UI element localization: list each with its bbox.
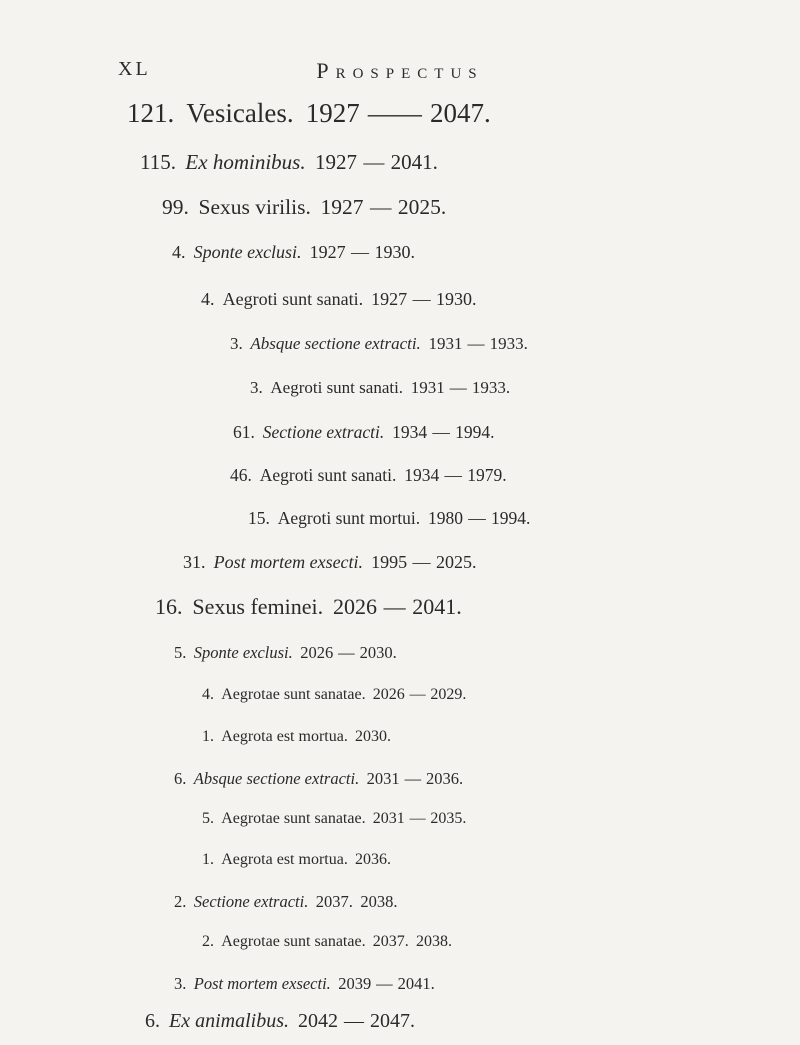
entry-to: 2030. bbox=[359, 643, 397, 662]
list-item bbox=[230, 334, 528, 354]
entry-number: 16. bbox=[155, 594, 183, 619]
list-item bbox=[183, 552, 476, 573]
entry-label: Sexus virilis. bbox=[198, 195, 311, 219]
entry-separator: — bbox=[338, 643, 355, 662]
entry-to: 2025. bbox=[435, 552, 477, 572]
entry-to: 2047. bbox=[429, 98, 491, 128]
entry-to: 1994. bbox=[455, 422, 495, 442]
entry-number: 5. bbox=[174, 643, 187, 662]
entry-to: 2047. bbox=[370, 1010, 415, 1032]
entry-number: 2. bbox=[174, 892, 187, 911]
entry-label: Sponte exclusi. bbox=[193, 643, 293, 662]
entry-to: 2041. bbox=[412, 594, 462, 619]
entry-number: 31. bbox=[183, 552, 206, 572]
entry-number: 99. bbox=[162, 195, 189, 219]
entry-separator: — bbox=[468, 508, 486, 528]
entry-separator: — bbox=[444, 465, 462, 485]
entry-to: 1933. bbox=[471, 378, 511, 397]
entry-from: 2037. bbox=[315, 892, 353, 911]
entry-number: 15. bbox=[248, 508, 270, 528]
entry-from: 2026 bbox=[372, 686, 405, 703]
entry-label: Post mortem exsecti. bbox=[193, 974, 331, 993]
entry-number: 2. bbox=[202, 933, 214, 950]
entry-separator: — bbox=[412, 552, 431, 572]
entry-separator: — bbox=[467, 334, 485, 353]
entry-to: 2036. bbox=[426, 769, 464, 788]
entry-number: 1. bbox=[202, 728, 214, 745]
entry-from: 2042 bbox=[298, 1010, 338, 1032]
entry-to: 1930. bbox=[435, 289, 477, 309]
list-item bbox=[202, 851, 391, 869]
entry-from: 1995 bbox=[371, 552, 408, 572]
entry-number: 6. bbox=[174, 769, 187, 788]
page-title: Prospectus bbox=[316, 58, 484, 83]
entry-separator: — bbox=[363, 150, 385, 174]
list-item bbox=[174, 643, 397, 663]
list-item bbox=[202, 933, 452, 951]
entry-label: Sectione extracti. bbox=[262, 422, 385, 442]
list-item bbox=[174, 769, 463, 789]
entry-label: Aegrotae sunt sanatae. bbox=[221, 933, 366, 950]
list-item bbox=[248, 508, 530, 529]
entry-label: Post mortem exsecti. bbox=[213, 552, 364, 572]
entry-from: 2031 bbox=[366, 769, 400, 788]
entry-separator: — bbox=[351, 242, 370, 262]
entry-from: 1927 bbox=[309, 242, 346, 262]
entry-number: 3. bbox=[230, 334, 243, 353]
entry-number: 115. bbox=[140, 150, 176, 174]
entry-number: 3. bbox=[174, 974, 187, 993]
entry-label: Ex animalibus. bbox=[169, 1010, 289, 1032]
page-number: XL bbox=[118, 58, 151, 80]
entry-label: Aegroti sunt sanati. bbox=[270, 378, 404, 397]
list-item bbox=[172, 242, 415, 263]
list-item bbox=[155, 594, 462, 620]
entry-from: 2036. bbox=[355, 851, 391, 868]
entry-to: 2041. bbox=[390, 150, 438, 174]
entry-from: 1931 bbox=[428, 334, 463, 353]
entry-from: 1934 bbox=[392, 422, 428, 442]
entry-to: 2025. bbox=[397, 195, 447, 219]
entry-from: 2039 bbox=[338, 974, 372, 993]
list-item bbox=[202, 810, 466, 828]
entry-to: 1933. bbox=[489, 334, 528, 353]
entry-to: 1994. bbox=[491, 508, 531, 528]
page-header bbox=[0, 58, 800, 88]
entry-number: 46. bbox=[230, 465, 252, 485]
entry-label: Aegrota est mortua. bbox=[221, 851, 348, 868]
entry-label: Aegroti sunt sanati. bbox=[259, 465, 397, 485]
entry-label: Aegroti sunt sanati. bbox=[222, 289, 364, 309]
entry-from: 2026 bbox=[300, 643, 334, 662]
entry-number: 4. bbox=[201, 289, 215, 309]
list-item bbox=[174, 974, 435, 994]
entry-to: 2029. bbox=[430, 686, 467, 703]
entry-number: 5. bbox=[202, 810, 214, 827]
entry-number: 121. bbox=[127, 98, 175, 128]
entry-from: 1927 bbox=[371, 289, 408, 309]
entry-from: 1934 bbox=[404, 465, 440, 485]
list-item bbox=[202, 728, 391, 746]
list-item bbox=[250, 378, 510, 398]
entry-number: 3. bbox=[250, 378, 263, 397]
entry-separator: — bbox=[344, 1010, 364, 1032]
entry-label: Aegrotae sunt sanatae. bbox=[221, 686, 366, 703]
entry-separator: — bbox=[404, 769, 422, 788]
entry-to: 1930. bbox=[374, 242, 415, 262]
entry-to: 1979. bbox=[467, 465, 507, 485]
entry-from: 2037. bbox=[372, 933, 409, 950]
entry-separator: — bbox=[383, 594, 406, 619]
list-item bbox=[174, 892, 397, 912]
list-item bbox=[145, 1010, 415, 1033]
entry-label: Aegroti sunt mortui. bbox=[277, 508, 421, 528]
list-item bbox=[233, 422, 494, 443]
list-item bbox=[140, 150, 438, 175]
entry-from: 1927 bbox=[315, 150, 358, 174]
entry-from: 2030. bbox=[355, 728, 391, 745]
entry-label: Vesicales. bbox=[186, 98, 294, 128]
entry-separator: — bbox=[369, 195, 392, 219]
entry-from: 2026 bbox=[333, 594, 378, 619]
entry-separator: — bbox=[409, 810, 426, 827]
entry-number: 4. bbox=[172, 242, 186, 262]
entry-from: 2031 bbox=[372, 810, 405, 827]
list-item bbox=[162, 195, 446, 220]
entry-separator: —— bbox=[367, 98, 422, 128]
entry-from: 1927 bbox=[320, 195, 364, 219]
entry-label: Sexus feminei. bbox=[192, 594, 324, 619]
list-item bbox=[202, 686, 466, 704]
entry-to: 2038. bbox=[415, 933, 452, 950]
entry-to: 2041. bbox=[397, 974, 435, 993]
entry-to: 2035. bbox=[430, 810, 467, 827]
entry-label: Ex hominibus. bbox=[185, 150, 306, 174]
entry-label: Sponte exclusi. bbox=[193, 242, 302, 262]
entry-from: 1927 bbox=[305, 98, 360, 128]
entry-separator: — bbox=[432, 422, 450, 442]
entry-from: 1980 bbox=[428, 508, 464, 528]
entry-label: Aegrota est mortua. bbox=[221, 728, 348, 745]
entry-from: 1931 bbox=[410, 378, 445, 397]
entry-number: 6. bbox=[145, 1010, 160, 1032]
entry-number: 4. bbox=[202, 686, 214, 703]
entry-number: 1. bbox=[202, 851, 214, 868]
entry-to: 2038. bbox=[360, 892, 398, 911]
entry-separator: — bbox=[412, 289, 431, 309]
entry-label: Aegrotae sunt sanatae. bbox=[221, 810, 366, 827]
entry-label: Sectione extracti. bbox=[193, 892, 309, 911]
entry-separator: — bbox=[409, 686, 426, 703]
entry-label: Absque sectione extracti. bbox=[193, 769, 360, 788]
list-item bbox=[201, 289, 476, 310]
entry-separator: — bbox=[376, 974, 393, 993]
entry-separator: — bbox=[449, 378, 467, 397]
entry-label: Absque sectione extracti. bbox=[250, 334, 421, 353]
list-item bbox=[230, 465, 507, 486]
list-item bbox=[127, 98, 491, 129]
entry-number: 61. bbox=[233, 422, 255, 442]
